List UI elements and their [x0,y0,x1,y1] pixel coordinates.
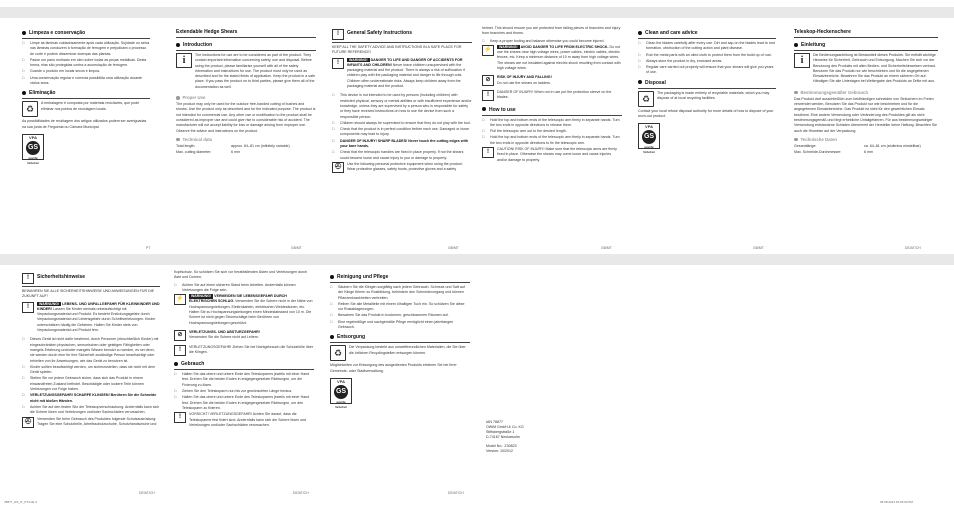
info-icon: i [794,53,810,68]
list-item: □ Keep a proper footing and balance otherwise you could become injured. [482,39,622,44]
section-title: Introduction [176,42,316,49]
paragraph: A embalagem é composta por materiais recicláveis, que pode eliminar nos pontos de reciclagem locais. [41,101,140,111]
list-item: □ Uma conservação regular e correcta possibilita uma utilização durante vários anos. [22,76,150,87]
warning-triangle-icon: ! [482,90,494,101]
product-title: Teleskop-Heckenschere [794,29,851,35]
list-item: □ Check that the telescopic handles are fixed in place properly. If not the shears could become loose and cause injury to you or damage to property. [332,150,472,161]
page-folio: GB/MT [448,246,459,250]
tech-data-table: Total length: approx. 64–81 cm (infinitely variable) Max. cutting diameter: 6 mm [176,143,290,155]
bottom-col-2 [174,270,314,432]
section-title: General Safety Instructions [347,30,413,36]
paragraph: CAUTION! RISK OF INJURY! Make sure that the telescopic arms are firmly fixed in place. Otherwise the shears may come loose and cause injuries and/or damage to property. [497,147,617,162]
subsection-title: Bestimmungsgemäßer Gebrauch [794,90,938,96]
list-item: □ Clean the blades carefully after every use. Dirt and sap on the blades lead to rust formation, obstruction of the cutting action and plant disease. [638,41,776,52]
page-folio: DE/AT/CH [139,491,155,495]
warning-paragraph: WARNING! DANGER TO LIFE AND DANGER OF ACCIDENTS FOR INFANTS AND CHILDREN! Never leave children unsupervised with the packaging material and the product. There is always a risk of suffocation if children play with the packaging material and danger to life through cuts. Children often underestimate risks. Always keep children away from the packaging material and the product. [347,57,465,89]
paragraph: Contact your local refuse disposal authority for more details of how to dispose of your worn-out product. [638,108,774,119]
page-folio: DE/AT/CH [905,246,921,250]
warning-paragraph: WARNING! AVOID DANGER TO LIFE FROM ELECTRIC SHOCK. Do not use the shears near high voltage wires, power cables, electric cables, electric fences, etc. Keep a minimum distance of 10 m away from high voltage wires. The shears are not insulated against electric shock resulting from contact with high voltage wires. [497,44,621,71]
warning-paragraph: WARNUNG! LEBENS- UND UNFALLGEFAHR FÜR KLEINKINDER UND KINDER! Lassen Sie Kinder niemals unbeaufsichtigt mit Verpackungsmaterial und Produkt. Es besteht Erstickungsgefahr durch Verpackungsmaterial und Lebensgefahr durch Schnittverletzungen. Kinder unterschätzen häufig die Gefahren. Halten Sie Kinder stets von Verpackungsmaterial und Produkt fern. [37,301,160,333]
section-title: Einleitung [794,42,938,49]
paragraph: Verwenden Sie beim Gebrauch des Produktes folgende Schutzausrüstung: Tragen Sie eine Schutzbrille, Arbeitsschutzschuhe, Schutzhandschuhe und [37,416,157,426]
section-title: Limpeza e conservação [22,30,150,37]
section-title: Entsorgung [330,334,470,341]
paragraph: BEWAHREN SIE ALLE SICHERHEITSHINWEISE UND ANWEISUNGEN FÜR DIE ZUKUNFT AUF! [22,289,155,299]
electric-shock-warning-icon: ⚡ [174,294,186,305]
page-folio: GB/MT [753,246,764,250]
list-item: □ Limpe as lâminas cuidadosamente após cada utilização. Sujidade ou seiva nas lâminas conduzem à formação de ferrugem e prejudicam o processo de corte e podem disseminar doenças das plantas. [22,41,150,57]
list-item: □ This device is not intended to be used by persons (including children) with restricted physical, sensory or mental abilities or with insufficient experience and/or knowledge, unless they are supervised by a person who is responsible for safety or they have received instructions on how to use the device from such a responsible person. [332,93,472,119]
paragraph: Die Bedienungsanleitung ist Bestandteil dieses Produkts. Sie enthält wichtige Hinweise für Sicherheit, Gebrauch und Entsorgung. Machen Sie sich vor der Benutzung des Produkts mit allen Bedien- und Sicherheitshinweisen vertraut. Benutzen Sie das Produkt nur wie beschrieben und für die angegebenen Einsatzbereiche. Bewahren Sie das Produkt an einem sicheren Ort auf. Händigen Sie alle Unterlagen bei Weitergabe des Produkts an Dritte mit aus. [813,53,936,84]
subsection-title: Proper Use [176,95,316,101]
manufacturer-address: IAN 78877 OWIM GmbH & Co. KG Stiftsbergstraße 1 D-74167 Neckarsulm Model No.: Z30823 Version: 10/2012 [486,420,524,453]
list-item: □ Achten Sie auf einen sicheren Stand beim Arbeiten. Andernfalls können Verletzungen die Folge sein. [174,283,314,294]
list-item: □ Bewahren Sie das Produkt in trockenen, geschlossenen Räumen auf. [330,313,470,318]
paragraph: RISK OF INJURY AND FALLING! Do not use the shears on ladders. [497,75,552,85]
paragraph: Das Produkt darf ausschließlich zum beidhändigen schneiden von Sträuchern im Freien verwendet werden. Benutzen Sie das Produkt nur wie beschrieben und für die angegebenen Einsatzbereiche. Das Produkt ist nicht für den gewerblichen Einsatz bestimmt. Eine andere Verwendung oder Veränderung des Produktes gilt als nicht bestimmungsgemäß und birgt erhebliche Unfallgefahren. Für aus bestimmungswidriger Verwendung entstandene Schäden übernimmt der Hersteller keine Haftung. Beachten Sie auch die Hinweise auf der Verpackung. [794,96,938,133]
top-col-6 [794,26,938,155]
print-slug-right: 05.08.2013 15:18:02 PM [880,500,913,504]
gs-certification-logo: VPA GS geprüfte Sicherheit [330,378,352,404]
protective-equipment-icon: ⛑ [332,162,344,173]
page-folio: PT [146,246,151,250]
warning-triangle-icon: ! [22,302,34,313]
paragraph: KEEP ALL THE SAFETY ADVICE AND INSTRUCTIONS IN A SAFE PLACE FOR FUTURE REFERENCE! [332,45,462,55]
tech-data-table: Gesamtlänge: ca. 64–81 cm (stufenlos einstellbar) Max. Schneide-Durchmesser: 6 mm [794,143,921,155]
section-title: Eliminação [22,90,150,97]
paragraph: DANGER OF INJURY! When not in use put the protection sleeve on the blades. [497,89,612,100]
product-title: Extendable Hedge Shears [176,29,238,35]
ladder-prohibited-icon: ⊘ [174,330,186,341]
list-item: □ DANGER OF INJURY! SHARP BLADES! Never touch the cutting edges with your bare hands. [332,139,472,150]
list-item: □ Reiben Sie alle Metallteile mit einem ölhaltigen Tuch ein. So schützen Sie diese vor Rostablagerungen. [330,302,470,313]
list-item: □ Passe um pano molhado em óleo sobre todas as peças metálicas. Desta forma, elas são protegidas contra a acumulação de ferrugem. [22,58,150,69]
list-item: □ Stellen Sie vor jedem Gebrauch sicher, dass sich das Produkt in einem einwandfreien Zustand befindet. Beschädigte oder lockere Teile können Verletzungen zur Folge haben. [22,376,160,392]
list-item: □ VERLETZUNGSGEFAHR! SCHARFE KLINGEN! Berühren Sie die Schneide nicht mit bloßen Händen. [22,393,160,404]
page-folio: DE/AT/CH [293,491,309,495]
list-item: □ Kinder sollten beaufsichtigt werden, um sicherzustellen, dass sie nicht mit dem Gerät spielen. [22,365,160,376]
top-col-3 [332,26,472,177]
page-folio: GB/MT [291,246,302,250]
warning-triangle-icon: ! [174,345,186,356]
paragraph: VERLETZUNGS- UND ABSTURZGEFAHR! Verwenden Sie die Schere nicht auf Leitern. [189,329,260,340]
paragraph: Die Verpackung besteht aus umweltfreundlichen Materialien, die Sie über die örtlichen Recyclingstellen entsorgen können. [349,345,466,355]
top-color-bar [0,7,954,18]
section-title: Sicherheitshinweise [37,274,86,280]
ladder-prohibited-icon: ⊘ [482,75,494,86]
recycle-icon: ♻ [22,101,38,117]
warning-triangle-icon: ! [22,273,34,284]
list-item: □ Rub the metal parts with an oiled cloth to protect them from the build up of rust. [638,53,776,58]
list-item: □ Hold the top and bottom ends of the telescopic arm firmly in separate hands. Turn the two ends in opposite directions to release them. [482,118,622,129]
paragraph: Möglichkeiten zur Entsorgung des ausgedienten Produkts erfahren Sie bei Ihrer Gemeinde- oder Stadtverwaltung. [330,363,457,373]
gs-certification-logo: VPA GS geprüfte Sicherheit [22,134,44,160]
subsection-title: Technical data [176,137,316,143]
list-item: □ Säubern Sie die Klingen sorgfältig nach jedem Gebrauch. Schmutz und Saft auf der Klinge führen zu Rostbildung, behindern den Schneidevorgang und können Pflanzenkrankheiten verbreiten. [330,285,470,301]
warning-triangle-icon: ! [332,58,344,69]
subsection-title: Technische Daten [794,137,938,143]
recycle-icon: ♻ [330,345,346,361]
warning-paragraph: WARNUNG! VERMEIDEN SIE LEBENSGEFAHR DURCH ELEKTRISCHEN SCHLAG. Verwenden Sie die Schere nicht in der Nähe von Hochspannungsleitungen, Elektrokabeln, elektrischen Weidezäunen, etc. Halten Sie zu Hochspannungsleitungen einen Mindestabstand von 10 m. Die Schere ist nicht gegen Stromschläge beim Berühren von Hochspannungsleitungen geschützt. [189,294,313,325]
list-item: □ Halten Sie das obere und untere Ende des Teleskoparms jeweils mit einer Hand fest. Drehen Sie die beiden Enden in entgegengesetzte Richtungen, um den Teleskoparm zu fixieren. [174,395,314,411]
recycle-icon: ♻ [638,91,654,107]
list-item: □ Pull the telescopic arm out to the desired length. [482,129,622,134]
top-col-2 [176,26,316,155]
section-title: How to use [482,107,622,114]
warning-triangle-icon: ! [174,412,186,423]
paragraph: Use the following personal protective equipment when using the product: Wear protective glasses, safety boots, protective gloves and a safety [347,161,463,172]
bottom-col-3 [330,270,470,409]
paragraph: VERLETZUNGSGEFAHR! Ziehen Sie bei Nichtgebrauch die Schutzhülle über die Klingen. [189,344,314,354]
list-item: □ Eine regelmäßige und sachgemäße Pflege ermöglicht einen jahrelangen Gebrauch. [330,320,470,331]
list-item: □ Ziehen Sie den Teleskoparm nun bis zur gewünschten Länge heraus. [174,389,314,394]
top-col-1 [22,26,150,165]
list-item: □ Achten Sie auf den festen Sitz der Teleskopverschraubung. Andernfalls kann sich die Schere lösen und Verletzungen und/oder Sachschäden verursachen. [22,405,160,416]
page-folio: GB/MT [601,246,612,250]
section-title: Gebrauch [174,361,314,368]
list-item: □ Always store the product in dry, enclosed areas. [638,59,776,64]
section-title: Clean and care advice [638,30,776,37]
warning-triangle-icon: ! [482,147,494,158]
bottom-col-1 [22,270,160,431]
list-item: □ Dieses Gerät ist nicht dafür bestimmt, durch Personen (einschließlich Kinder) mit eingeschränkten physischen, sensorischen oder geistigen Fähigkeiten oder mangels Erfahrung und/oder mangels Wissen benutzt zu werden, es sei denn, sie werden durch eine für ihre Sicherheit zuständige Person beaufsichtigt oder erhielten von ihr Anweisungen, wie das Gerät zu benutzen ist. [22,337,160,363]
protective-equipment-icon: ⛑ [22,417,34,428]
paragraph: Kopfschutz. So schützen Sie sich vor herabfallenden Ästen und Verletzungen durch Äste und Dornen. [174,270,308,280]
print-slug-left: 78877_GS_IT_PT.indd 4 [4,500,37,504]
paragraph: The packaging is made entirely of recyclable materials, which you may dispose of at local recycling facilities. [657,90,770,101]
section-title: Disposal [638,80,776,87]
paragraph: helmet. This should ensure you are protected from falling pieces of branches and injury from branches and thorns. [482,26,621,36]
list-item: □ Regular care carried out properly will ensure that your shears will give you years of use. [638,65,776,76]
gs-certification-logo: VPA GS geprüfte Sicherheit [638,123,660,149]
paragraph: The product may only be used for the outdoor free-handed cutting of bushes and shrubs. Use the product only as described and for the indicated purpose. The product is not intended for commercial use. Any other use or modification to the product shall be considered as improper use and could give rise to considerable risk of accident. The manufacturer will not accept liability for loss or damage arising from improper use. Observe the advice and instructions on the product. [176,102,316,133]
list-item: □ Guarde o produto em locais secos e limpos. [22,69,150,74]
paragraph: VORSICHT! VERLETZUNGSGEFAHR! Achten Sie darauf, dass die Teleskoparme fest fixiert sind. Andernfalls kann sich die Schere lösen und Verletzungen und/oder Sachschäden verursachen. [189,412,307,427]
bottom-color-bar [0,254,954,265]
list-item: □ Halten Sie das obere und untere Ende des Teleskoparms jeweils mit einer Hand fest. Drehen Sie die beiden Enden in entgegengesetzte Richtungen, um die Fixierung zu lösen. [174,372,314,388]
paragraph: The instructions for use are to be considered as part of the product. They contain important information concerning safety, use and disposal. Before using the product, please familiarise yourself with all of the safety information and instructions for use. The product must only be used as described and for the stated fields of application. Keep the product in a safe place. If you pass the product on to third parties, please give them all of the documentation as well. [195,53,316,89]
top-col-4 [482,26,622,167]
list-item: □ Check that the product is in perfect condition before each use. Damaged or loose components may lead to injury. [332,127,472,138]
warning-triangle-icon: ! [332,29,344,40]
list-item: □ Children should always be supervised to ensure that they do not play with the tool. [332,121,472,126]
electric-shock-warning-icon: ⚡ [482,45,494,56]
top-col-5 [638,26,776,155]
page-folio: DE/AT/CH [448,491,464,495]
info-icon: i [176,53,192,68]
paragraph: As possibilidades de reciclagem dos artigos utilizados podem ser averiguadas na sua junta de Freguesia ou Câmara Municipal. [22,119,147,129]
section-title: Reinigung und Pflege [330,274,470,281]
list-item: □ Hold the top and bottom ends of the telescopic arm firmly in separate hands. Turn the two ends in opposite directions to fix the telescopic arm. [482,135,622,146]
